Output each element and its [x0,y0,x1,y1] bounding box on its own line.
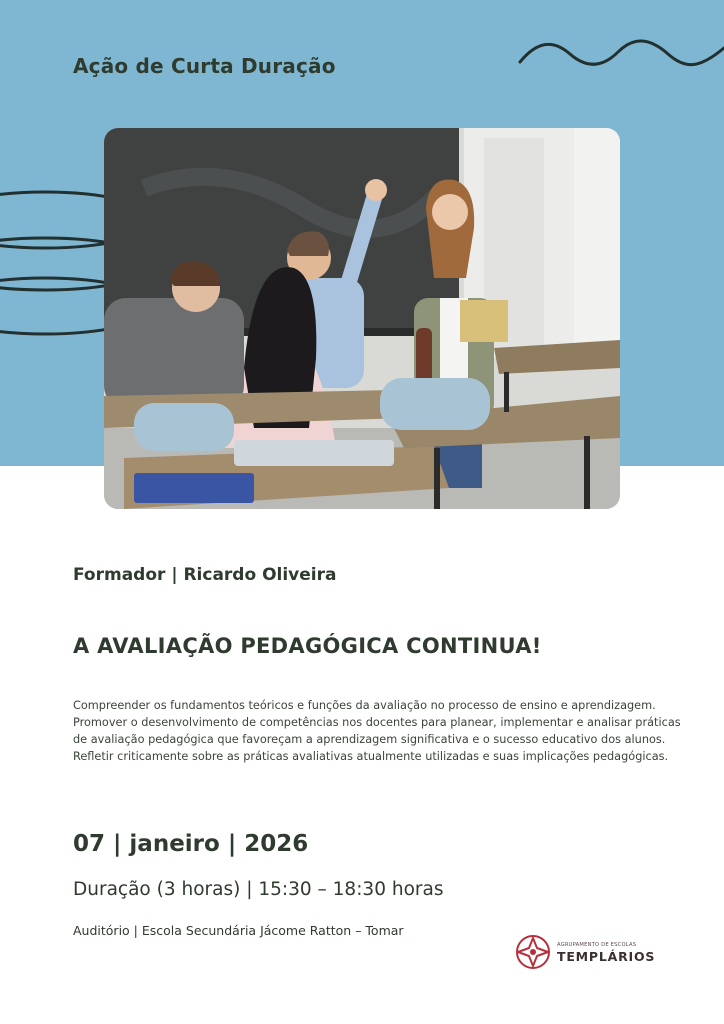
objective-line: de avaliação pedagógica que favoreçam a aprendizagem significativa e o sucesso educativo dos alunos. [73,733,666,746]
header-title: Ação de Curta Duração [73,54,336,78]
event-venue: Auditório | Escola Secundária Jácome Ratton – Tomar [73,923,404,938]
event-date: 07 | janeiro | 2026 [73,831,309,857]
objectives-paragraph [73,697,713,765]
rings-decoration [0,180,120,350]
templarios-cross-icon [513,933,553,971]
objective-line: Refletir criticamente sobre as práticas avaliativas atualmente utilizadas e suas implicações pedagógicas. [73,750,669,763]
course-title: A AVALIAÇÃO PEDAGÓGICA CONTINUA! [73,634,542,658]
event-duration: Duração (3 horas) | 15:30 – 18:30 horas [73,879,444,900]
objective-line: Promover o desenvolvimento de competências nos docentes para planear, implementar e analisar práticas [73,716,681,729]
objective-line: Compreender os fundamentos teóricos e funções da avaliação no processo de ensino e aprendizagem. [73,699,656,712]
trainer-name: Formador | Ricardo Oliveira [73,565,337,585]
logo-name: TEMPLÁRIOS [557,949,656,964]
school-logo [513,933,673,971]
classroom-photo [104,128,620,509]
logo-subtitle: AGRUPAMENTO DE ESCOLAS [557,942,637,948]
wave-decoration [518,38,724,70]
